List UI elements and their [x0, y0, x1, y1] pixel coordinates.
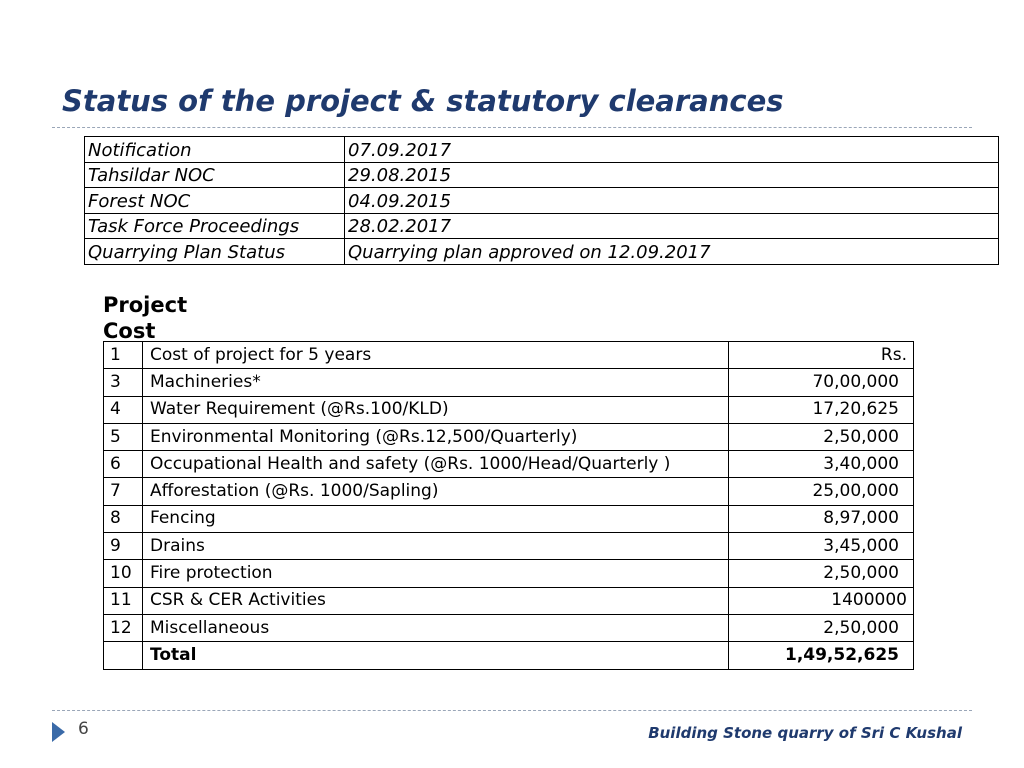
table-row: [104, 478, 914, 505]
row-number: 11: [104, 587, 143, 614]
title-divider: [52, 127, 972, 128]
row-number: 12: [104, 614, 143, 641]
row-number: 9: [104, 533, 143, 560]
total-amount: 1,49,52,625: [729, 642, 914, 669]
row-number: 6: [104, 451, 143, 478]
status-table: [84, 136, 999, 265]
status-value: 29.08.2015: [345, 162, 999, 188]
project-cost-table: [103, 341, 914, 670]
row-description: CSR & CER Activities: [143, 587, 729, 614]
total-label: Total: [143, 642, 729, 669]
table-row: [104, 560, 914, 587]
status-value: 07.09.2017: [345, 137, 999, 163]
table-row: [85, 188, 999, 214]
row-amount: 1400000: [729, 587, 914, 614]
project-cost-heading: Project Cost: [103, 293, 188, 343]
row-amount: 8,97,000: [729, 505, 914, 532]
footer-divider: [52, 710, 972, 711]
status-item: Quarrying Plan Status: [85, 239, 345, 265]
status-item: Forest NOC: [85, 188, 345, 214]
row-description: Drains: [143, 533, 729, 560]
row-number: 1: [104, 342, 143, 369]
row-description: Miscellaneous: [143, 614, 729, 641]
table-row: [104, 533, 914, 560]
table-row: [85, 162, 999, 188]
row-amount: 17,20,625: [729, 396, 914, 423]
row-number: 3: [104, 369, 143, 396]
row-description: Fire protection: [143, 560, 729, 587]
row-amount: 70,00,000: [729, 369, 914, 396]
row-amount: 3,45,000: [729, 533, 914, 560]
status-item: Notification: [85, 137, 345, 163]
row-amount: 2,50,000: [729, 614, 914, 641]
table-row: [104, 396, 914, 423]
row-amount: 2,50,000: [729, 560, 914, 587]
status-value: 04.09.2015: [345, 188, 999, 214]
table-row: [85, 213, 999, 239]
status-value: 28.02.2017: [345, 213, 999, 239]
table-row-total: [104, 642, 914, 669]
table-row: [85, 239, 999, 265]
table-row: [104, 423, 914, 450]
row-number: 10: [104, 560, 143, 587]
row-number: 5: [104, 423, 143, 450]
table-row: [104, 342, 914, 369]
row-description: Occupational Health and safety (@Rs. 1000/Head/Quarterly ): [143, 451, 729, 478]
row-number: 7: [104, 478, 143, 505]
status-value: Quarrying plan approved on 12.09.2017: [345, 239, 999, 265]
table-row: [85, 137, 999, 163]
row-amount: 25,00,000: [729, 478, 914, 505]
row-description: Cost of project for 5 years: [143, 342, 729, 369]
row-number: [104, 642, 143, 669]
row-description: Water Requirement (@Rs.100/KLD): [143, 396, 729, 423]
status-item: Tahsildar NOC: [85, 162, 345, 188]
row-number: 8: [104, 505, 143, 532]
table-row: [104, 451, 914, 478]
page-number: 6: [78, 719, 89, 739]
row-description: Afforestation (@Rs. 1000/Sapling): [143, 478, 729, 505]
row-amount: 2,50,000: [729, 423, 914, 450]
table-row: [104, 587, 914, 614]
footer-text: Building Stone quarry of Sri C Kushal: [648, 724, 962, 742]
triangle-right-icon: [52, 722, 65, 742]
row-description: Environmental Monitoring (@Rs.12,500/Quarterly): [143, 423, 729, 450]
row-description: Machineries*: [143, 369, 729, 396]
status-item: Task Force Proceedings: [85, 213, 345, 239]
row-amount: 3,40,000: [729, 451, 914, 478]
table-row: [104, 614, 914, 641]
row-description: Fencing: [143, 505, 729, 532]
table-row: [104, 505, 914, 532]
row-amount: Rs.: [729, 342, 914, 369]
row-number: 4: [104, 396, 143, 423]
table-row: [104, 369, 914, 396]
slide-title: Status of the project & statutory clearances: [62, 84, 784, 118]
